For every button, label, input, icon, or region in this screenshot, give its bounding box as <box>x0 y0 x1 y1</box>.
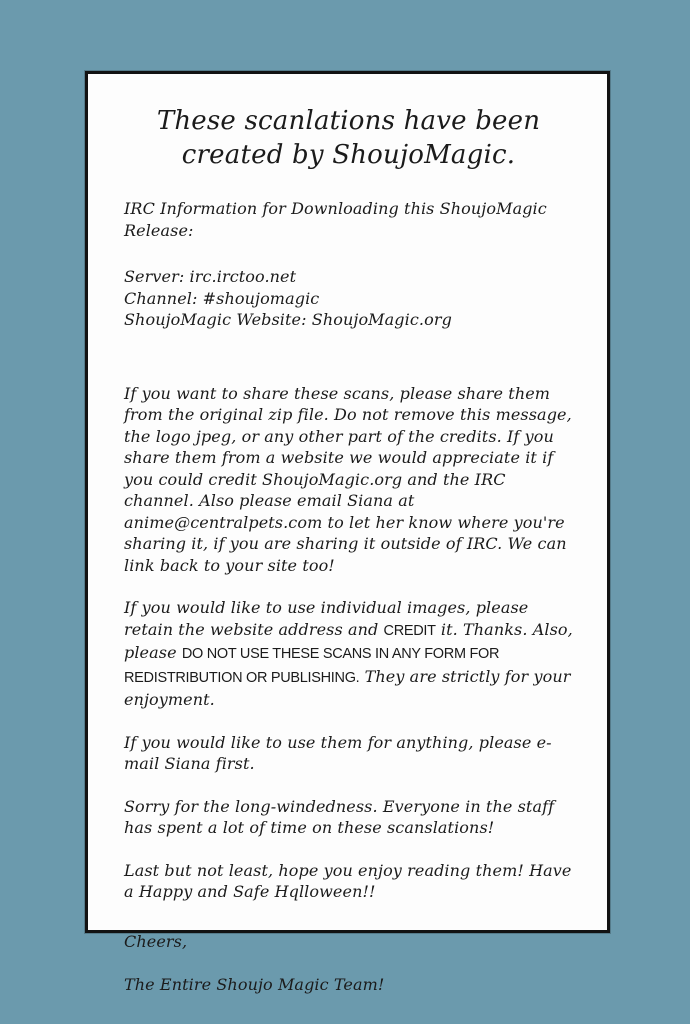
irc-info-heading: IRC Information for Downloading this ShoujoMagic Release: <box>124 199 547 240</box>
paragraph-sharing-rules: If you want to share these scans, please share them from the original zip file. Do not remove this message, the logo jpeg, or any other part of the credits. If you share them from a website we would appreciate it if you could credit ShoujoMagic.org and the IRC channel. Also please email Siana at anime@centralpets.com to let her know where you're sharing it, if you are sharing it outside of IRC. We can link back to your site too! <box>124 383 572 575</box>
website-line: ShoujoMagic Website: ShoujoMagic.org <box>124 310 452 329</box>
sign-off: Cheers, <box>124 931 188 951</box>
channel-line: Channel: #shoujomagic <box>124 288 320 308</box>
irc-details-block <box>124 266 573 331</box>
usage-seg-credit-caps: CREDIT <box>383 622 436 639</box>
usage-seg-1: If you would like to use individual images, please retain the website address and <box>124 598 529 639</box>
usage-seg-3: it. Thanks. Also, please <box>124 619 573 662</box>
usage-seg-no-redistribution-caps: DO NOT USE THESE SCANS IN ANY FORM FOR REDISTRIBUTION OR PUBLISHING. <box>124 646 500 686</box>
page-title: These scanlations have been created by ShoujoMagic. <box>156 106 541 170</box>
paragraph-closing: Last but not least, hope you enjoy reading them! Have a Happy and Safe Hqlloween!! <box>124 860 572 901</box>
credits-page <box>85 71 610 994</box>
server-line: Server: irc.irctoo.net <box>124 267 297 286</box>
paragraph-usage-rules <box>124 597 573 711</box>
usage-seg-5: They are strictly for your enjoyment. <box>124 666 571 709</box>
paragraph-apology: Sorry for the long-windedness. Everyone in the staff has spent a lot of time on these scanslations! <box>124 796 555 837</box>
paragraph-email-first: If you would like to use them for anything, please e-mail Siana first. <box>124 732 552 773</box>
signature: The Entire Shoujo Magic Team! <box>124 975 385 994</box>
